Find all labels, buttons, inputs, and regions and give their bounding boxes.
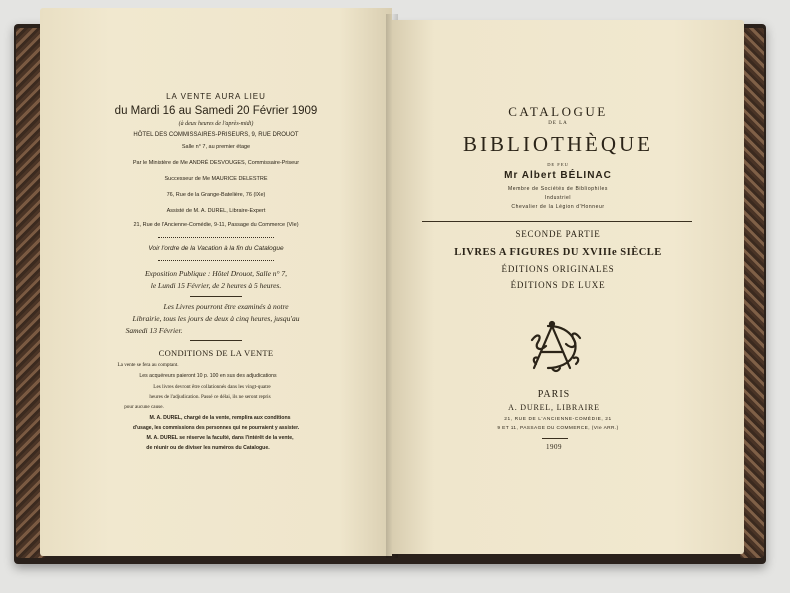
sale-hours: (à deux heures de l'après-midi) (178, 121, 254, 127)
vacation-order: Voir l'ordre de la Vacation à la fin du Catalogue (148, 245, 284, 252)
divider (158, 237, 274, 238)
viewing-line: Les Livres pourront être examinés à notre (163, 302, 289, 311)
venue: HÔTEL DES COMMISSAIRES-PRISEURS, 9, RUE DROUOT (133, 132, 299, 138)
category-line: LIVRES A FIGURES DU XVIIIe SIÈCLE (454, 247, 662, 258)
owner-role: Chevalier de la Légion d'Honneur (511, 204, 605, 210)
condition-line: M. A. DUREL, chargé de la vente, remplira aux conditions (149, 415, 291, 421)
title-catalogue: CATALOGUE (508, 104, 608, 119)
owner-role: Industriel (544, 195, 572, 201)
divider (158, 260, 274, 261)
condition-line: d'usage, les commissions des personnes qui ne pourraient y assister. (132, 425, 300, 431)
exhibition-line: Exposition Publique : Hôtel Drouot, Salle n° 7, (144, 269, 288, 278)
title-bibliotheque: BIBLIOTHÈQUE (463, 132, 653, 156)
viewing-line: Samedi 13 Février. (125, 326, 183, 335)
condition-line: Les livres devront être collationnés dans les vingt-quatre (153, 384, 271, 390)
category-line: ÉDITIONS ORIGINALES (501, 264, 615, 274)
monogram-icon (528, 318, 584, 374)
city: PARIS (537, 389, 571, 400)
condition-line: La vente se fera au comptant. (117, 362, 179, 368)
sale-notice: LA VENTE AURA LIEU (166, 92, 266, 101)
divider (190, 296, 242, 297)
auctioneer: Par le Ministère de Me ANDRÉ DESVOUGES, Commissaire-Priseur (132, 160, 300, 166)
condition-line: M. A. DUREL se réserve la faculté, dans l'intérêt de la vente, (146, 435, 294, 441)
sale-dates: du Mardi 16 au Samedi 20 Février 1909 (114, 105, 318, 117)
year: 1909 (546, 443, 562, 451)
exhibition-line: le Lundi 15 Février, de 2 heures à 5 heures. (150, 281, 282, 290)
divider (190, 340, 242, 341)
left-page (40, 8, 392, 556)
condition-line: heures de l'adjudication. Passé ce délai, ils ne seront repris (149, 394, 271, 400)
title-de-la: DE LA (548, 121, 568, 126)
divider (542, 438, 568, 439)
room: Salle n° 7, au premier étage (181, 144, 251, 150)
part-label: SECONDE PARTIE (515, 229, 601, 239)
condition-line: de réunir ou de diviser les numéros du Catalogue. (146, 445, 270, 451)
expert: Assisté de M. A. DUREL, Libraire-Expert (166, 208, 266, 214)
condition-line: Les acquéreurs paieront 10 p. 100 en sus des adjudications (139, 373, 277, 379)
publisher-address: 9 ET 11, PASSAGE DU COMMERCE, (VIe ARR.) (497, 426, 619, 431)
divider (422, 221, 692, 222)
expert-address: 21, Rue de l'Ancienne-Comédie, 9-11, Passage du Commerce (VIe) (133, 222, 299, 228)
de-feu: DE FEU (547, 162, 569, 167)
category-line: ÉDITIONS DE LUXE (510, 280, 606, 290)
successor: Successeur de Me MAURICE DELESTRE (164, 176, 268, 182)
auctioneer-address: 76, Rue de la Grange-Batelière, 76 (IXe) (166, 192, 266, 198)
condition-line: pour aucune cause. (124, 404, 164, 410)
viewing-line: Librairie, tous les jours de deux à cinq heures, jusqu'au (132, 314, 300, 323)
publisher: A. DUREL, LIBRAIRE (508, 403, 600, 412)
owner-name: Mr Albert BÉLINAC (504, 170, 612, 181)
conditions-title: CONDITIONS DE LA VENTE (158, 348, 274, 358)
owner-role: Membre de Sociétés de Bibliophiles (508, 186, 608, 192)
right-page (392, 20, 744, 554)
publisher-address: 21, RUE DE L'ANCIENNE-COMÉDIE, 21 (504, 417, 612, 422)
